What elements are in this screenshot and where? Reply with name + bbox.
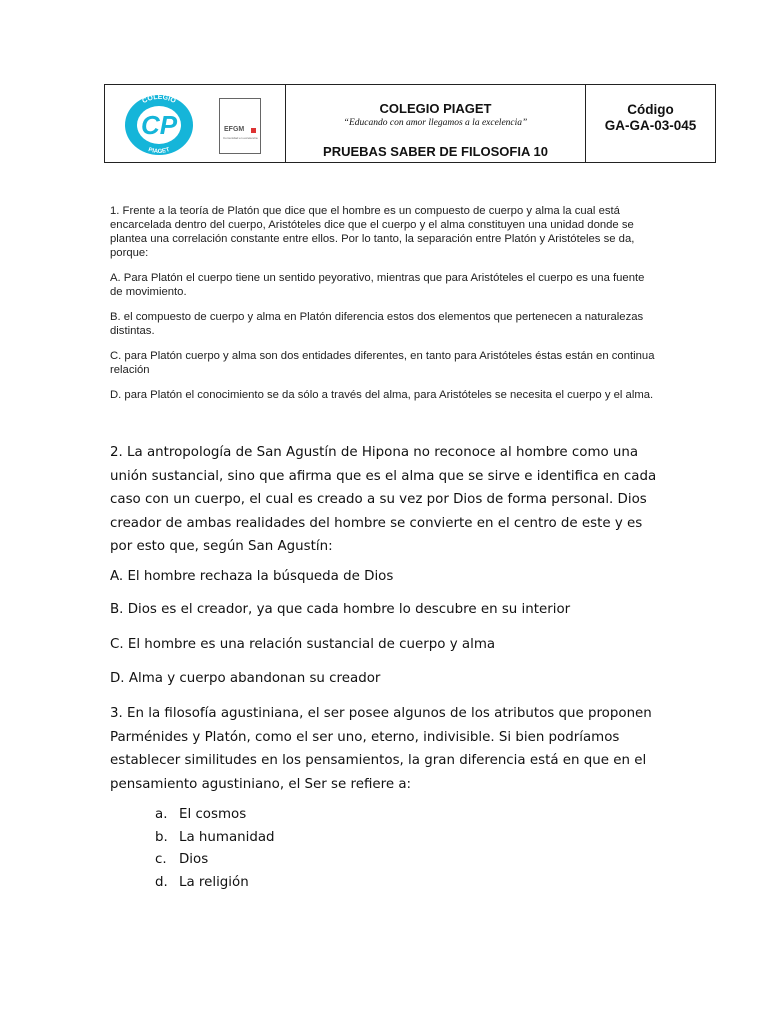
code-cell (586, 85, 715, 162)
question-3-stem: 3. En la filosofía agustiniana, el ser posee algunos de los atributos que proponen Parménides y Platón, como el ser uno, eterno, indivisible. Si bien podríamos establecer similitudes en los pensamientos, la gran diferencia está en que en el pensamiento agustiniano, el Ser se refiere a: (110, 706, 652, 792)
question-2-option-a: A. El hombre rechaza la búsqueda de Dios (110, 569, 394, 584)
option-letter: c. (155, 852, 167, 867)
question-1-option-a: A. Para Platón el cuerpo tiene un sentido peyorativo, mientras que para Aristóteles el cuerpo es una fuente de movimiento. (110, 272, 645, 298)
list-item (155, 827, 275, 850)
school-name: COLEGIO PIAGET (379, 101, 492, 116)
question-1 (110, 204, 658, 413)
question-1-option-b: B. el compuesto de cuerpo y alma en Platón diferencia estos dos elementos que pertenecen a naturalezas distintas. (110, 311, 644, 337)
efgm-logo (219, 98, 261, 154)
option-text: La religión (179, 874, 249, 890)
title-cell (286, 85, 586, 162)
logo-ring-bottom-text: PIAGET (147, 147, 171, 156)
efgm-logo-small-text: Comunidad en excelencia (223, 136, 258, 140)
list-item (155, 849, 275, 872)
list-item (155, 804, 275, 827)
efgm-logo-text: EFGM (224, 126, 245, 133)
document-header (104, 84, 716, 163)
efgm-red-square (251, 128, 256, 133)
option-letter: d. (155, 874, 168, 890)
list-item (155, 872, 275, 895)
question-2-stem: 2. La antropología de San Agustín de Hipona no reconoce al hombre como una unión sustancial, sino que afirma que es el alma que se sirve e identifica en cada caso con un cuerpo, el cual es creado a su vez por Dios de forma personal. Dios creador de ambas realidades del hombre se convierte en el centro de este y es por esto que, según San Agustín: (110, 445, 657, 554)
option-letter: a. (155, 807, 168, 822)
question-1-stem: 1. Frente a la teoría de Platón que dice que el hombre es un compuesto de cuerpo y alma la cual está encarcelada dentro del cuerpo, Aristóteles dice que el cuerpo y el alma constituyen una unidad donde se plantea una correlación constante entre ellos. Por lo tanto, la separación entre Platón y Aristóteles se da, porque: (110, 205, 635, 259)
test-title: PRUEBAS SABER DE FILOSOFIA 10 (323, 144, 548, 159)
code-label: Código (627, 102, 674, 117)
question-1-option-c: C. para Platón cuerpo y alma son dos entidades diferentes, en tanto para Aristóteles éstas están en continua relación (110, 350, 655, 376)
logo-ring-top-text: COLEGIO (141, 93, 177, 105)
school-logo (123, 93, 195, 157)
option-letter: b. (155, 829, 168, 845)
option-text: La humanidad (179, 829, 275, 845)
logo-cell (105, 85, 286, 162)
question-2-option-c: C. El hombre es una relación sustancial de cuerpo y alma (110, 637, 496, 652)
question-2-option-b: B. Dios es el creador, ya que cada hombre lo descubre en su interior (110, 602, 571, 617)
option-text: El cosmos (179, 807, 247, 822)
school-motto: “Educando con amor llegamos a la excelencia” (343, 118, 528, 128)
question-1-option-d: D. para Platón el conocimiento se da sólo a través del alma, para Aristóteles se necesita el cuerpo y el alma. (110, 389, 654, 401)
question-2-option-d: D. Alma y cuerpo abandonan su creador (110, 671, 381, 686)
code-value: GA-GA-03-045 (604, 118, 697, 133)
logo-mark: CP (140, 110, 178, 140)
option-text: Dios (179, 852, 209, 867)
question-3-options (155, 804, 275, 894)
